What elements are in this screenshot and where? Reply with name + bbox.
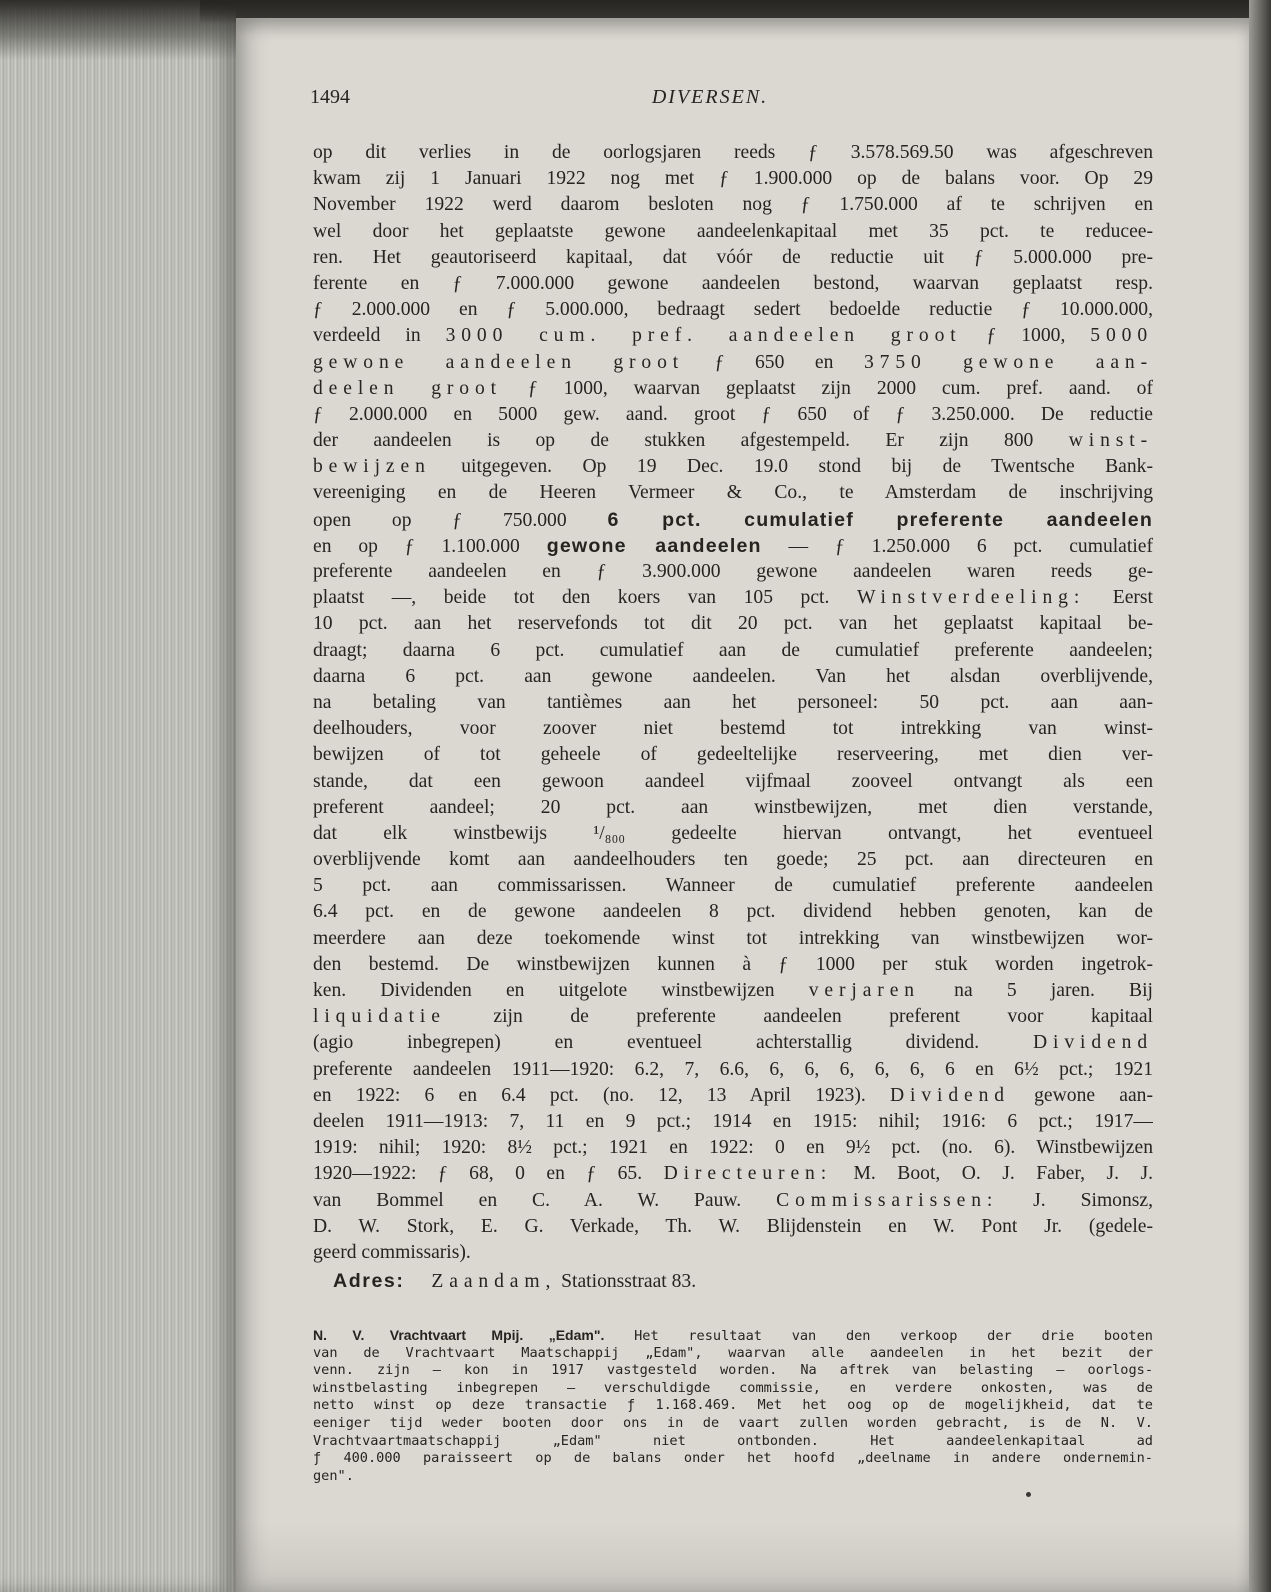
text-run: ƒ 650 en: [684, 351, 864, 373]
text-line: [313, 1188, 1153, 1214]
text-run: open op ƒ 750.000: [313, 509, 608, 531]
emphasis-text: 5000: [1090, 325, 1153, 347]
page-right-edge: [1249, 0, 1271, 1592]
notice-line: [313, 1397, 1153, 1415]
text-line: [313, 402, 1153, 428]
text-run: D. W. Stork, E. G. Verkade, Th. W. Blijdenstein en W. Pont Jr. (gedele-: [313, 1215, 1153, 1237]
text-run: Het resultaat van den verkoop der drie booten: [604, 1328, 1153, 1344]
text-line: [313, 926, 1153, 952]
text-line: [313, 297, 1153, 323]
text-run: 1919: nihil; 1920: 8½ pct.; 1921 en 1922: 0 en 9½ pct. (no. 6). Winstbewijzen: [313, 1137, 1153, 1159]
notice-line: [313, 1433, 1153, 1451]
text-line: [313, 507, 1153, 533]
text-run: op dit verlies in de oorlogsjaren reeds ƒ 3.578.569.50 was afgeschreven: [313, 142, 1153, 163]
text-line: [313, 219, 1153, 245]
ink-dot: [1026, 1492, 1031, 1497]
text-run: en op ƒ 1.100.000: [313, 535, 547, 557]
text-run: zijn de preferente aandeelen preferent voor kapitaal: [445, 1006, 1153, 1028]
text-line: [313, 1135, 1153, 1161]
text-run: plaatst —, beide tot den koers van 105 pct.: [313, 587, 857, 609]
text-run: bewijzen of tot geheele of gedeeltelijke reserveering, met dien ver-: [313, 744, 1153, 766]
text-run: wel door het geplaatste gewone aandeelenkapitaal met 35 pct. te reducee-: [313, 220, 1153, 242]
notice-line: [313, 1362, 1153, 1380]
page-number: 1494: [310, 86, 350, 108]
text-line: [313, 1161, 1153, 1187]
text-run: preferente aandeelen 1911—1920: 6.2, 7, 6.6, 6, 6, 6, 6, 6, 6 en 6½ pct.; 1921: [313, 1058, 1153, 1080]
text-line: [313, 1030, 1153, 1056]
text-run: ƒ 1000,: [961, 325, 1091, 347]
text-run: daarna 6 pct. aan gewone aandeelen. Van het alsdan overblijvende,: [313, 665, 1153, 687]
text-run: van de Vrachtvaart Maatschappij „Edam", waarvan alle aandeelen in het bezit der: [313, 1344, 1153, 1361]
text-line: [313, 1214, 1153, 1240]
page-header: [310, 86, 1150, 116]
address-city: Zaandam,: [431, 1271, 557, 1292]
book-page-edges: [0, 0, 236, 1592]
text-run: der aandeelen is op de stukken afgestempeld. Er zijn 800: [313, 430, 1069, 452]
text-run: November 1922 werd daarom besloten nog ƒ 1.750.000 af te schrijven en: [313, 194, 1153, 216]
text-line: [313, 428, 1153, 454]
text-run: preferent aandeel; 20 pct. aan winstbewijzen, met dien verstande,: [313, 796, 1153, 818]
text-line: [313, 690, 1153, 716]
notice-line: [313, 1415, 1153, 1433]
company-notice: [313, 1327, 1153, 1485]
text-run: 5 pct. aan commissarissen. Wanneer de cumulatief preferente aandeelen: [313, 875, 1153, 897]
text-run: Vrachtvaartmaatschappij „Edam" niet ontbonden. Het aandeelenkapitaal ad: [313, 1432, 1153, 1449]
text-line: [313, 1240, 1153, 1266]
notice-line: [313, 1468, 1153, 1486]
text-run: netto winst op deze transactie ƒ 1.168.469. Met het oog op de mogelijkheid, dat te: [313, 1397, 1153, 1414]
text-line: [313, 769, 1153, 795]
text-line: [313, 873, 1153, 899]
text-run: ferente en ƒ 7.000.000 gewone aandeelen bestond, waarvan geplaatst resp.: [313, 272, 1153, 294]
text-line: [313, 271, 1153, 297]
text-run: preferente aandeelen en ƒ 3.900.000 gewone aandeelen waren reeds ge-: [313, 561, 1153, 582]
text-run: Eerst: [1085, 587, 1153, 609]
text-run: ken. Dividenden en uitgelote winstbewijzen: [313, 980, 809, 1001]
text-line: [313, 323, 1153, 349]
text-run: eeniger tijd weder booten door ons in de vaart zullen worden gebracht, is de N. V.: [313, 1414, 1153, 1431]
text-run: 1920—1922: ƒ 68, 0 en ƒ 65.: [313, 1163, 664, 1185]
text-line: [313, 716, 1153, 742]
emphasis-text: 3000 cum. pref. aandeelen groot: [445, 325, 962, 347]
text-run: ƒ 2.000.000 en ƒ 5.000.000, bedraagt sedert bedoelde reductie ƒ 10.000.000,: [313, 299, 1153, 321]
emphasis-text: bewijzen: [313, 456, 431, 478]
text-run: overblijvende komt aan aandeelhouders ten goede; 25 pct. aan directeuren en: [313, 849, 1153, 871]
text-run: draagt; daarna 6 pct. cumulatief aan de cumulatief preferente aandeelen;: [313, 639, 1153, 661]
text-run: uitgegeven. Op 19 Dec. 19.0 stond bij de Twentsche Bank-: [430, 456, 1153, 478]
emphasis-text: Directeuren:: [663, 1163, 833, 1185]
text-run: stande, dat een gewoon aandeel vijfmaal zooveel ontvangt als een: [313, 770, 1153, 792]
text-run: gewone aan-: [1009, 1084, 1153, 1106]
text-line: [313, 742, 1153, 768]
text-run: ren. Het geautoriseerd kapitaal, dat vóór de reductie uit ƒ 5.000.000 pre-: [313, 246, 1153, 268]
emphasis-text: Commissarissen:: [776, 1189, 999, 1211]
text-run: den bestemd. De winstbewijzen kunnen à ƒ 1000 per stuk worden ingetrok-: [313, 953, 1153, 975]
text-run: na 5 jaren. Bij: [919, 980, 1153, 1001]
text-line: [313, 192, 1153, 218]
text-run: na betaling van tantièmes aan het personeel: 50 pct. aan aan-: [313, 691, 1153, 713]
emphasis-text: gewone aandeelen groot: [313, 351, 685, 373]
text-line: [313, 821, 1153, 847]
address-line: [333, 1268, 1033, 1295]
address-street: Stationsstraat 83.: [561, 1271, 697, 1292]
emphasis-text: Dividend: [889, 1084, 1010, 1106]
emphasis-text: deelen groot: [313, 377, 502, 399]
text-line: [313, 1004, 1153, 1030]
text-run: venn. zijn — kon in 1917 vastgesteld worden. Na aftrek van belasting — oorlogs-: [313, 1362, 1153, 1379]
text-line: [313, 1109, 1153, 1135]
text-line: [313, 952, 1153, 978]
text-run: verdeeld in: [313, 325, 446, 347]
text-run: gen".: [313, 1467, 354, 1484]
emphasis-text: N. V. Vrachtvaart Mpij. „Edam".: [313, 1327, 605, 1343]
text-line: [313, 140, 1153, 166]
emphasis-text: 3750 gewone aan-: [863, 351, 1153, 373]
text-run: (agio inbegrepen) en eventueel achterstallig dividend.: [313, 1032, 1034, 1054]
text-run: 6.4 pct. en de gewone aandeelen 8 pct. dividend hebben genoten, kan de: [313, 901, 1153, 923]
page-bottom-shade: [236, 1520, 1249, 1592]
text-run: — ƒ 1.250.000 6 pct. cumulatief: [761, 535, 1153, 557]
emphasis-text: Dividend: [1033, 1032, 1153, 1054]
text-run: kwam zij 1 Januari 1922 nog met ƒ 1.900.000 op de balans voor. Op 29: [313, 168, 1153, 190]
text-line: [313, 664, 1153, 690]
text-line: [313, 376, 1153, 402]
address-label: Adres:: [333, 1270, 405, 1292]
text-run: dat elk winstbewijs ¹/₈₀₀ gedeelte hiervan ontvangt, het eventueel: [313, 822, 1153, 844]
main-paragraph: [313, 140, 1153, 1266]
text-run: 10 pct. aan het reservefonds tot dit 20 pct. van het geplaatst kapitaal be-: [313, 613, 1153, 635]
text-line: [313, 795, 1153, 821]
text-run: vereeniging en de Heeren Vermeer & Co., te Amsterdam de inschrijving: [313, 482, 1153, 504]
text-run: ƒ 400.000 paraisseert op de balans onder het hoofd „deelname in andere ondernemin-: [313, 1450, 1153, 1467]
emphasis-text: 6 pct. cumulatief preferente aandeelen: [607, 508, 1153, 531]
text-run: van Bommel en C. A. W. Pauw.: [313, 1189, 777, 1211]
text-line: [313, 166, 1153, 192]
text-line: [313, 480, 1153, 506]
text-line: [313, 454, 1153, 480]
text-line: [313, 1057, 1153, 1083]
text-run: winstbelasting inbegrepen — verschuldigde commissie, en verdere onkosten, was de: [313, 1379, 1153, 1396]
text-run: geerd commissaris).: [313, 1241, 471, 1263]
text-line: [313, 559, 1153, 585]
running-title: DIVERSEN.: [651, 86, 769, 108]
text-line: [313, 899, 1153, 925]
text-line: [313, 978, 1153, 1004]
notice-line: [313, 1345, 1153, 1363]
text-run: deelen 1911—1913: 7, 11 en 9 pct.; 1914 en 1915: nihil; 1916: 6 pct.; 1917—: [313, 1110, 1153, 1132]
text-run: en 1922: 6 en 6.4 pct. (no. 12, 13 April 1923).: [313, 1084, 890, 1106]
text-line: [313, 1083, 1153, 1109]
text-run: J. Simonsz,: [998, 1189, 1153, 1211]
text-line: [313, 245, 1153, 271]
text-line: [313, 638, 1153, 664]
text-line: [313, 585, 1153, 611]
emphasis-text: liquidatie: [313, 1006, 446, 1028]
text-run: ƒ 1000, waarvan geplaatst zijn 2000 cum. pref. aand. of: [501, 377, 1153, 399]
notice-line: [313, 1450, 1153, 1468]
emphasis-text: winst-: [1068, 430, 1153, 452]
text-line: [313, 611, 1153, 637]
emphasis-text: Winstverdeeling:: [856, 587, 1086, 609]
text-run: ƒ 2.000.000 en 5000 gew. aand. groot ƒ 650 of ƒ 3.250.000. De reductie: [313, 403, 1153, 425]
emphasis-text: verjaren: [808, 980, 920, 1001]
text-run: M. Boot, O. J. Faber, J. J.: [832, 1163, 1153, 1185]
notice-line: [313, 1327, 1153, 1345]
emphasis-text: gewone aandeelen: [546, 534, 762, 557]
text-line: [313, 533, 1153, 559]
text-line: [313, 350, 1153, 376]
text-line: [313, 847, 1153, 873]
text-run: deelhouders, voor zoover niet bestemd tot intrekking van winst-: [313, 718, 1153, 740]
notice-line: [313, 1380, 1153, 1398]
text-run: meerdere aan deze toekomende winst tot intrekking van winstbewijzen wor-: [313, 927, 1153, 949]
